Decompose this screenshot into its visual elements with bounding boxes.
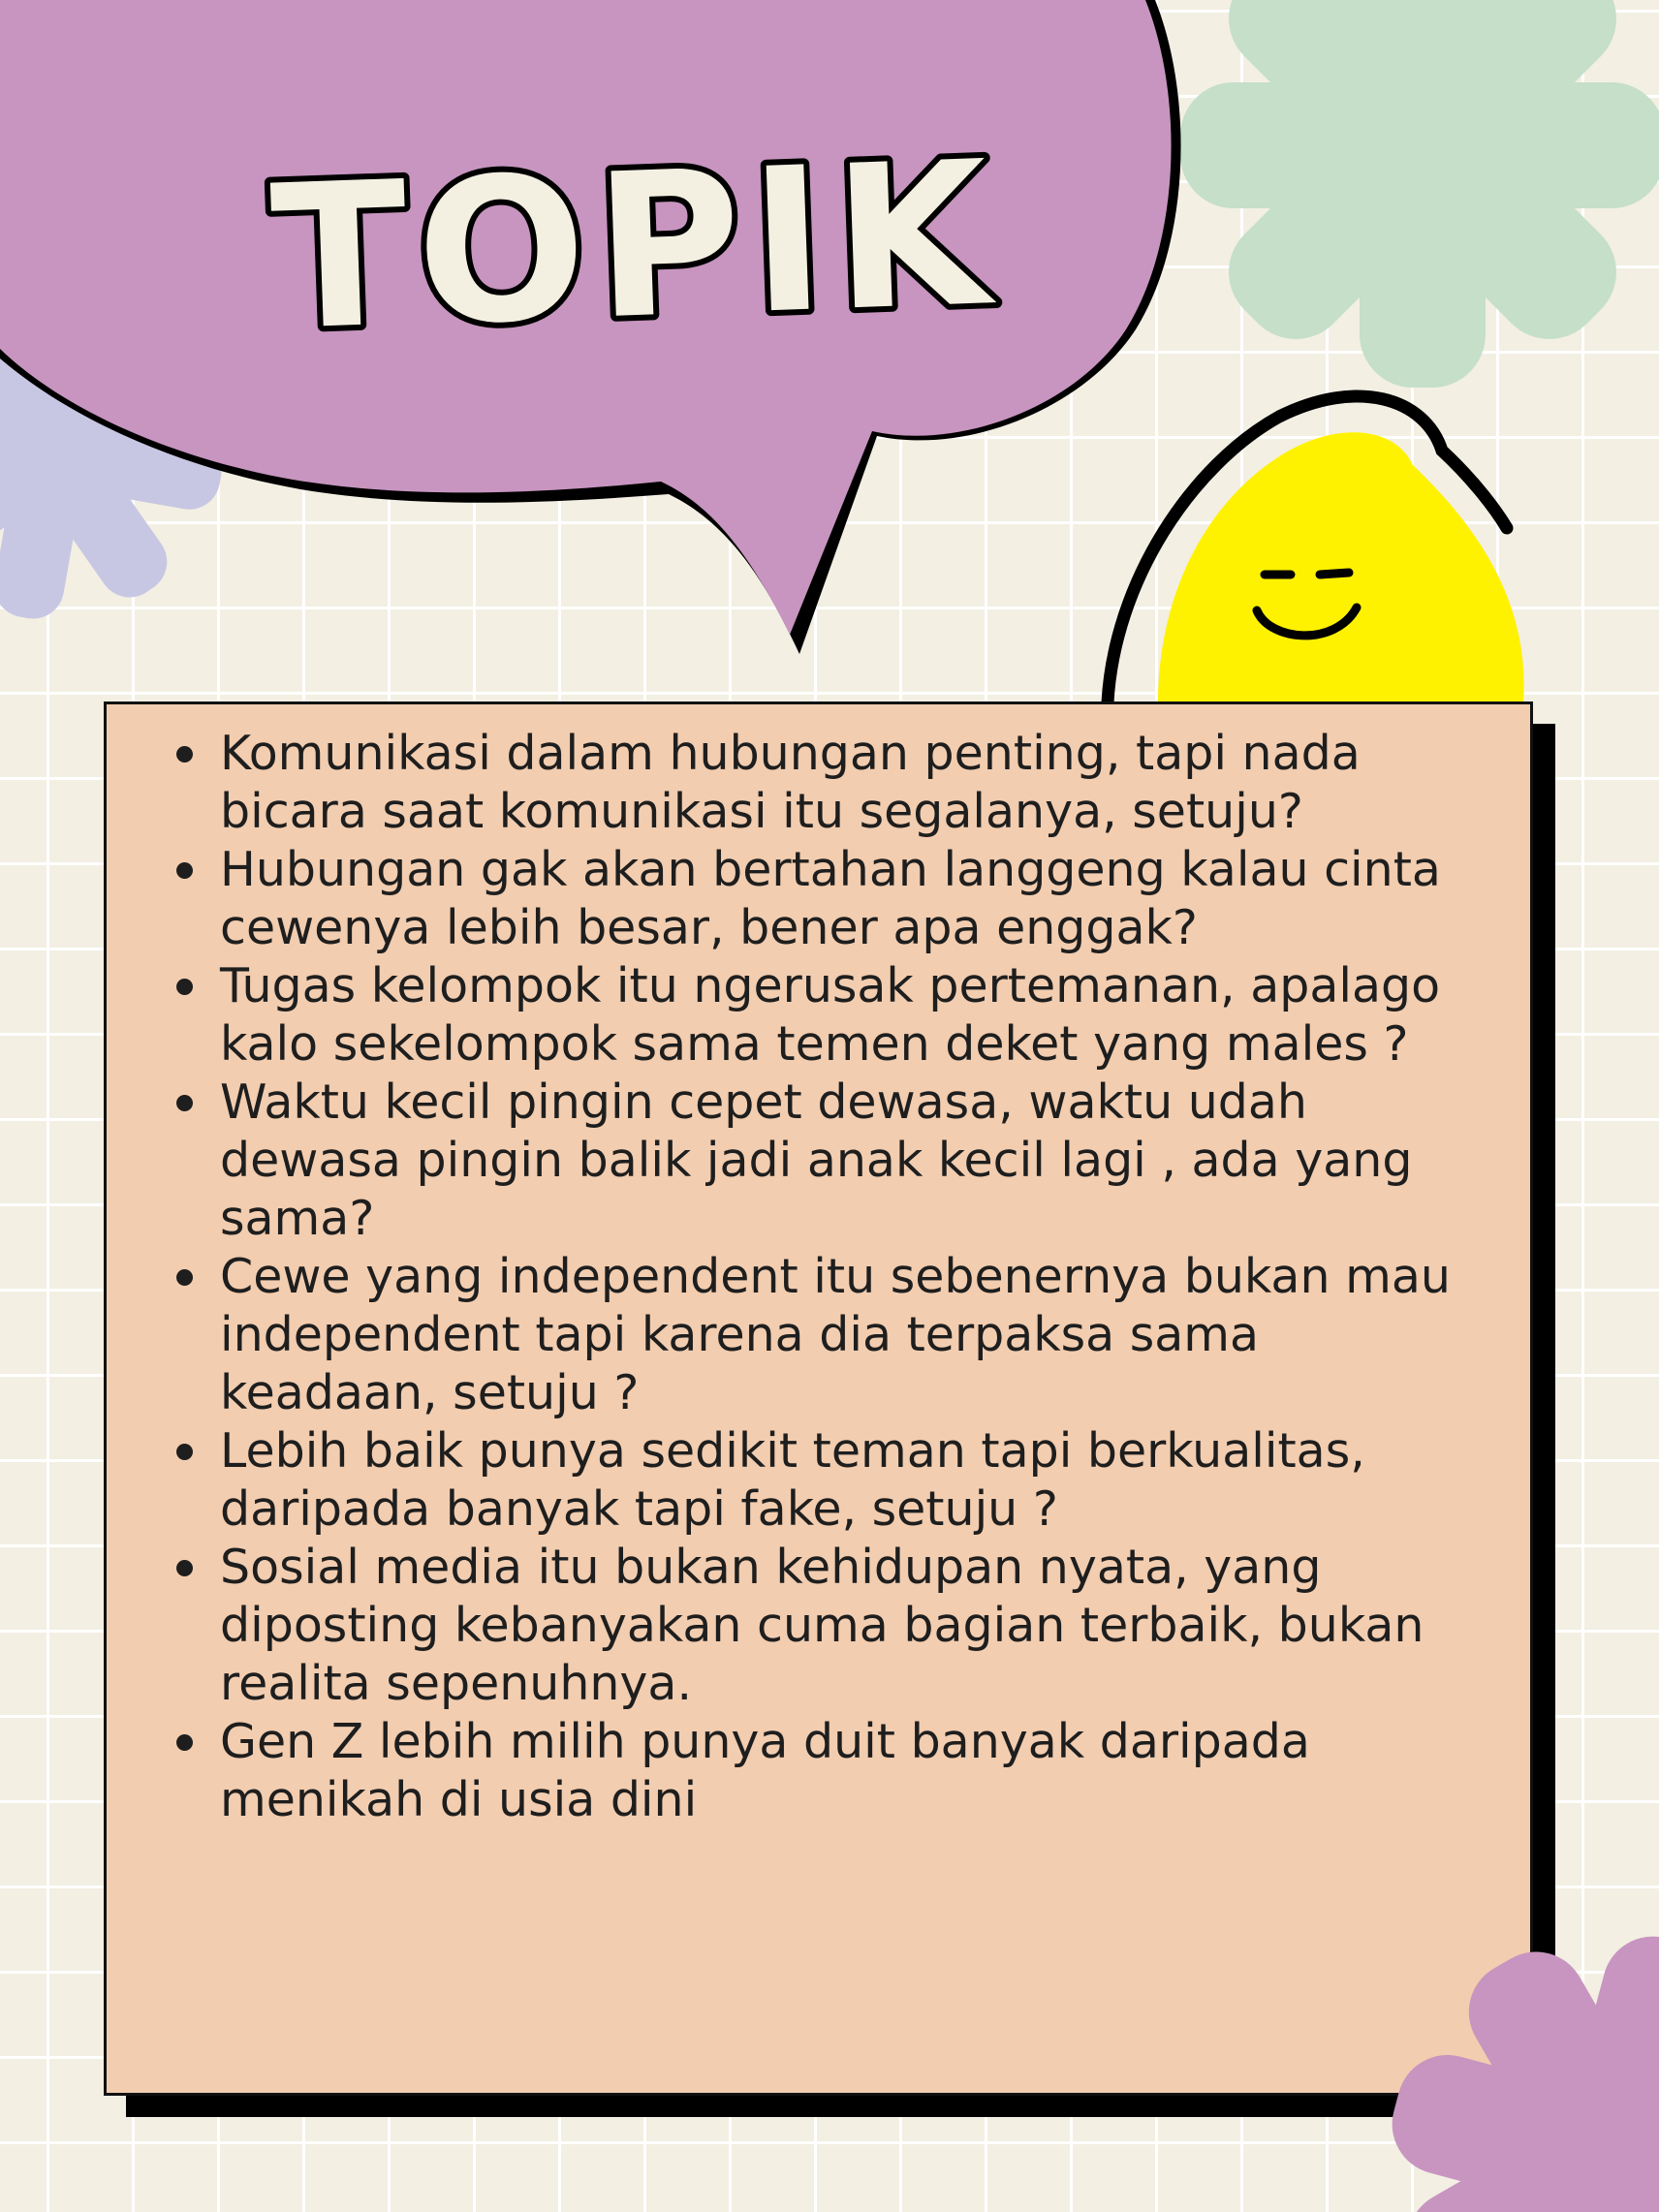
topic-text: Hubungan gak akan bertahan langgeng kalau cinta cewenya lebih besar, bener apa enggak? — [220, 842, 1441, 955]
list-item — [220, 841, 1491, 957]
speech-bubble-shape — [0, 0, 1172, 635]
topic-card — [104, 701, 1533, 2096]
bullet-icon — [176, 1269, 193, 1286]
topic-text: Lebih baik punya sedikit teman tapi berkualitas, daripada banyak tapi fake, setuju ? — [220, 1423, 1365, 1537]
list-item — [220, 957, 1491, 1074]
topic-list — [107, 725, 1530, 1829]
topic-text: Komunikasi dalam hubungan penting, tapi nada bicara saat komunikasi itu segalanya, setuju? — [220, 726, 1361, 839]
list-item — [220, 1713, 1491, 1829]
list-item — [220, 1248, 1491, 1422]
list-item — [220, 1422, 1491, 1539]
topic-text: Cewe yang independent itu sebenernya bukan mau independent tapi karena dia terpaksa sama keadaan, setuju ? — [220, 1249, 1451, 1420]
bullet-icon — [176, 1734, 193, 1751]
page-title: TOPIK — [267, 118, 1002, 376]
topic-text: Tugas kelompok itu ngerusak pertemanan, apalago kalo sekelompok sama temen deket yang males ? — [220, 958, 1441, 1072]
topic-text: Gen Z lebih milih punya duit banyak daripada menikah di usia dini — [220, 1714, 1310, 1827]
bullet-icon — [176, 1560, 193, 1576]
bullet-icon — [176, 746, 193, 763]
bullet-icon — [176, 1444, 193, 1460]
topic-text: Sosial media itu bukan kehidupan nyata, yang diposting kebanyakan cuma bagian terbaik, bukan realita sepenuhnya. — [220, 1540, 1424, 1711]
list-item — [220, 1074, 1491, 1248]
topic-text: Waktu kecil pingin cepet dewasa, waktu udah dewasa pingin balik jadi anak kecil lagi , ada yang sama? — [220, 1075, 1413, 1246]
bullet-icon — [176, 1095, 193, 1111]
list-item — [220, 725, 1491, 841]
green-star-icon — [1180, 0, 1659, 388]
list-item — [220, 1539, 1491, 1713]
bullet-icon — [176, 979, 193, 995]
bullet-icon — [176, 862, 193, 879]
